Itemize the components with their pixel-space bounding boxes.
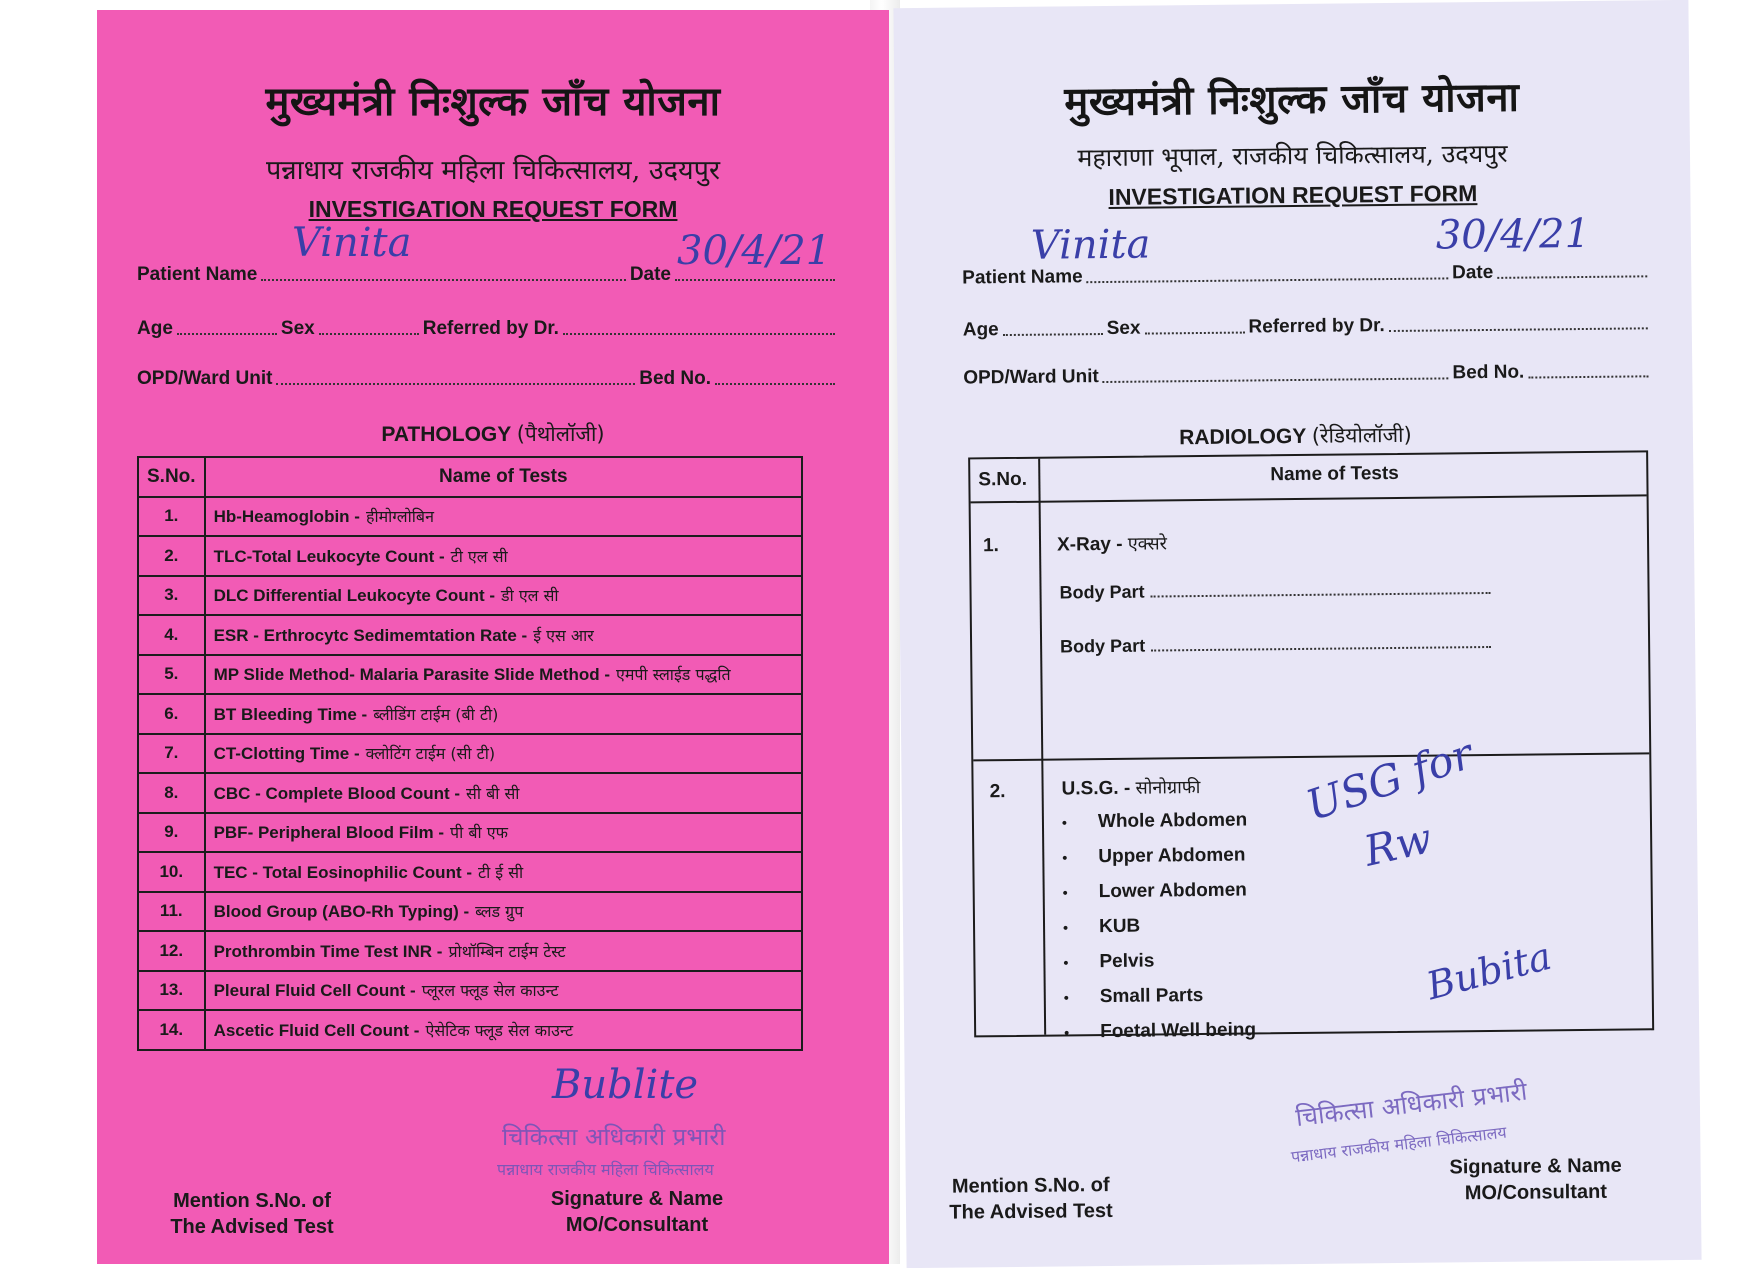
opd-row [137, 360, 839, 390]
handwritten-signature: Bubita [1422, 933, 1556, 1009]
test-name: CT-Clotting Time - [213, 744, 360, 764]
test-name: CBC - Complete Blood Count - [213, 783, 461, 803]
opd-field[interactable] [1103, 377, 1449, 383]
test-name-hi: प्रोथॉम्बिन टाईम टेस्ट [448, 941, 566, 961]
table-row [138, 536, 802, 576]
patient-name-label: Patient Name [137, 264, 258, 285]
sno-header: S.No. [138, 457, 205, 497]
test-name-hi: ब्लीडिंग टाईम (बी टी) [373, 704, 499, 724]
date-label: Date [1451, 261, 1494, 284]
usg-option[interactable] [1062, 802, 1254, 839]
item-1-name [1057, 531, 1167, 556]
footer-signature-line-2: MO/Consultant [1464, 1180, 1608, 1205]
hospital-name: पन्नाधाय राजकीय महिला चिकित्सालय, उदयपुर [265, 155, 721, 186]
sex-field[interactable] [1145, 332, 1245, 335]
footer-mention-line-1: Mention S.No. of [951, 1173, 1110, 1198]
table-row [138, 655, 802, 695]
footer-mention [926, 1172, 1137, 1226]
test-name-cell[interactable] [205, 813, 802, 853]
test-name-cell[interactable] [205, 773, 802, 813]
section-heading [898, 418, 1693, 454]
usg-option-label: Pelvis [1099, 950, 1155, 972]
body-part-row-1 [1059, 578, 1490, 604]
test-sno: 12. [138, 931, 205, 971]
opd-label: OPD/Ward Unit [137, 368, 273, 389]
handwritten-date: 30/4/21 [1435, 210, 1591, 259]
table-row [138, 813, 802, 853]
pathology-form [97, 10, 889, 1264]
usg-option-label: Whole Abdomen [1097, 809, 1248, 832]
sex-label: Sex [280, 318, 315, 339]
test-name-hi: टी ई सी [478, 862, 524, 882]
test-name: DLC Differential Leukocyte Count - [213, 586, 496, 606]
test-sno: 5. [138, 655, 205, 695]
stamp-line-1: चिकित्सा अधिकारी प्रभारी [502, 1123, 726, 1151]
body-part-label: Body Part [1060, 635, 1146, 657]
test-name: BT Bleeding Time - [213, 704, 368, 724]
form-title: INVESTIGATION REQUEST FORM [1108, 180, 1478, 210]
test-sno: 3. [138, 576, 205, 616]
test-name: TEC - Total Eosinophilic Count - [213, 862, 472, 882]
test-name: Hb-Heamoglobin - [213, 507, 360, 527]
bed-label: Bed No. [1452, 361, 1525, 384]
age-sex-row [963, 304, 1652, 341]
footer-signature-line-2: MO/Consultant [565, 1214, 709, 1236]
footer-mention [147, 1188, 357, 1240]
test-name: MP Slide Method- Malaria Parasite Slide Method - [213, 665, 610, 685]
test-name-cell[interactable] [205, 892, 802, 932]
age-label: Age [137, 318, 173, 339]
body-part-label: Body Part [1059, 581, 1145, 603]
test-name-hi: पी बी एफ [450, 823, 508, 843]
test-name: ESR - Erthrocytc Sedimemtation Rate - [213, 625, 528, 645]
body-part-field[interactable] [1151, 646, 1491, 652]
usg-option-label: KUB [1098, 915, 1141, 937]
usg-option[interactable] [1063, 942, 1255, 979]
test-sno: 13. [138, 971, 205, 1011]
xray-label-hi: एक्सरे [1127, 533, 1168, 555]
test-name-cell[interactable] [205, 971, 802, 1011]
usg-label: U.S.G. - [1061, 777, 1131, 800]
body-part-field[interactable] [1151, 592, 1491, 598]
referred-field[interactable] [563, 333, 835, 335]
handwritten-patient-name: Vinita [1030, 221, 1151, 269]
usg-option-label: Foetal Well being [1100, 1018, 1257, 1042]
bed-label: Bed No. [639, 368, 711, 389]
table-row [138, 931, 802, 971]
sno-header: S.No. [978, 468, 1028, 491]
test-name: Ascetic Fluid Cell Count - [213, 1020, 420, 1040]
table-header-row [138, 457, 802, 497]
bullet-icon: • [1061, 813, 1067, 830]
usg-option-label: Upper Abdomen [1098, 844, 1246, 867]
table-row [138, 576, 802, 616]
test-name-cell[interactable] [205, 576, 802, 616]
test-name-hi: एमपी स्लाईड पद्धति [616, 665, 731, 685]
footer-mention-line-2: The Advised Test [170, 1216, 334, 1238]
table-row [138, 971, 802, 1011]
item-2-name [1061, 775, 1200, 800]
bed-field[interactable] [715, 383, 835, 385]
bullet-icon: • [1064, 1023, 1070, 1040]
test-name: Prothrombin Time Test INR - [213, 941, 443, 961]
handwritten-signature: Bublite [552, 1062, 699, 1108]
referred-field[interactable] [1389, 327, 1648, 332]
bullet-icon: • [1062, 918, 1069, 935]
test-name-cell[interactable] [205, 931, 802, 971]
patient-name-row [137, 256, 839, 286]
handwritten-patient-name: Vinita [292, 220, 412, 266]
usg-options-list [1062, 802, 1256, 1049]
test-name-hi: सी बी सी [466, 783, 520, 803]
opd-field[interactable] [276, 383, 635, 385]
radiology-form [893, 0, 1701, 1268]
test-name: TLC-Total Leukocyte Count - [213, 546, 445, 566]
age-label: Age [962, 319, 999, 341]
tests-table [137, 456, 803, 1051]
table-row [138, 734, 802, 774]
test-name: Blood Group (ABO-Rh Typing) - [213, 902, 470, 922]
opd-label: OPD/Ward Unit [963, 366, 1099, 389]
table-row [138, 615, 802, 655]
referred-label: Referred by Dr. [422, 318, 559, 339]
stamp-line-2: पन्नाधाय राजकीय महिला चिकित्सालय [1290, 1122, 1508, 1167]
table-row [138, 1010, 802, 1050]
test-name-hi: डी एल सी [501, 586, 559, 606]
test-name-cell[interactable] [205, 1010, 802, 1050]
table-row [138, 694, 802, 734]
test-sno: 6. [138, 694, 205, 734]
section-heading-hi: (पैथोलॉजी) [516, 422, 605, 446]
table-row [138, 497, 802, 537]
test-name-cell[interactable] [205, 694, 802, 734]
usg-option[interactable] [1063, 907, 1255, 944]
date-field[interactable] [675, 279, 835, 281]
test-name-hi: हीमोग्लोबिन [365, 507, 434, 527]
footer-mention-line-2: The Advised Test [949, 1199, 1113, 1224]
test-sno: 8. [138, 773, 205, 813]
test-name-cell[interactable] [205, 852, 802, 892]
test-name-hi: ई एस आर [533, 625, 594, 645]
patient-name-field[interactable] [261, 279, 625, 281]
test-name-cell[interactable] [205, 615, 802, 655]
date-field[interactable] [1497, 275, 1647, 279]
date-label: Date [629, 264, 671, 285]
section-heading [97, 420, 889, 448]
age-field[interactable] [177, 333, 277, 335]
tests-table [968, 450, 1654, 1042]
test-sno: 2. [138, 536, 205, 576]
test-name-hi: क्लोटिंग टाईम (सी टी) [365, 744, 496, 764]
tests-body [138, 497, 802, 1050]
row-divider [973, 752, 1649, 761]
stamp-line-2: पन्नाधाय राजकीय महिला चिकित्सालय [497, 1160, 714, 1179]
test-name: Pleural Fluid Cell Count - [213, 981, 416, 1001]
footer-signature-line-1: Signature & Name [1449, 1154, 1622, 1179]
bullet-icon: • [1063, 953, 1069, 970]
scheme-title: मुख्यमंत्री निःशुल्क जाँच योजना [1064, 73, 1520, 126]
sex-field[interactable] [319, 333, 419, 335]
footer-signature [527, 1186, 747, 1238]
patient-name-row [962, 252, 1651, 289]
test-sno: 7. [138, 734, 205, 774]
footer-signature [1425, 1152, 1646, 1206]
sex-label: Sex [1106, 317, 1141, 339]
section-heading-hi: (रेडियोलॉजी) [1311, 422, 1412, 448]
test-name-hi: प्लूरल फ्लूड सेल काउन्ट [421, 981, 559, 1001]
usg-option[interactable] [1063, 872, 1255, 909]
table-row [138, 892, 802, 932]
test-sno: 1. [138, 497, 205, 537]
test-sno: 11. [138, 892, 205, 932]
tests-header: Name of Tests [1270, 462, 1399, 486]
test-sno: 9. [138, 813, 205, 853]
test-sno: 4. [138, 615, 205, 655]
opd-row [963, 352, 1652, 389]
usg-option-label: Lower Abdomen [1098, 879, 1247, 902]
test-name-hi: ब्लड ग्रुप [475, 902, 524, 922]
usg-label-hi: सोनोग्राफी [1135, 777, 1201, 799]
table-row [138, 852, 802, 892]
section-heading-en: RADIOLOGY [1179, 424, 1307, 450]
age-field[interactable] [1003, 333, 1103, 336]
item-2-sno: 2. [989, 781, 1006, 803]
patient-name-field[interactable] [1087, 277, 1448, 283]
bullet-icon: • [1062, 883, 1068, 900]
test-name-cell[interactable] [205, 497, 802, 537]
usg-option[interactable] [1064, 977, 1256, 1014]
section-heading-en: PATHOLOGY [381, 423, 511, 446]
item-1-sno: 1. [982, 535, 1000, 557]
scheme-title: मुख्यमंत्री निःशुल्क जाँच योजना [265, 78, 721, 125]
xray-label: X-Ray - [1056, 533, 1123, 556]
test-name-cell[interactable] [205, 734, 802, 774]
handwritten-note-1: USG for [1300, 728, 1479, 831]
footer-signature-line-1: Signature & Name [550, 1188, 724, 1210]
table-row [138, 773, 802, 813]
test-sno: 14. [138, 1010, 205, 1050]
usg-option[interactable] [1062, 837, 1254, 874]
test-name: PBF- Peripheral Blood Film - [213, 823, 445, 843]
referred-label: Referred by Dr. [1248, 315, 1385, 338]
test-name-hi: ऐसेटिक फ्लूड सेल काउन्ट [425, 1020, 574, 1040]
test-name-cell[interactable] [205, 536, 802, 576]
test-name-hi: टी एल सी [450, 546, 508, 566]
age-sex-row [137, 310, 839, 340]
body-part-row-2 [1060, 632, 1491, 658]
footer-mention-line-1: Mention S.No. of [173, 1190, 331, 1212]
column-divider [1038, 459, 1046, 1035]
bed-field[interactable] [1528, 375, 1648, 378]
form-title: INVESTIGATION REQUEST FORM [308, 196, 678, 222]
test-name-cell[interactable] [205, 655, 802, 695]
patient-name-label: Patient Name [962, 266, 1083, 289]
bullet-icon: • [1063, 988, 1069, 1005]
usg-option[interactable] [1064, 1012, 1256, 1049]
handwritten-note-2: Rw [1359, 813, 1437, 876]
tests-header: Name of Tests [205, 457, 802, 497]
test-sno: 10. [138, 852, 205, 892]
bullet-icon: • [1062, 848, 1068, 865]
stamp-line-1: चिकित्सा अधिकारी प्रभारी [1294, 1076, 1529, 1133]
hospital-name: महाराणा भूपाल, राजकीय चिकित्सालय, उदयपुर [1077, 138, 1508, 173]
usg-option-label: Small Parts [1099, 984, 1204, 1007]
handwritten-date: 30/4/21 [677, 228, 832, 274]
